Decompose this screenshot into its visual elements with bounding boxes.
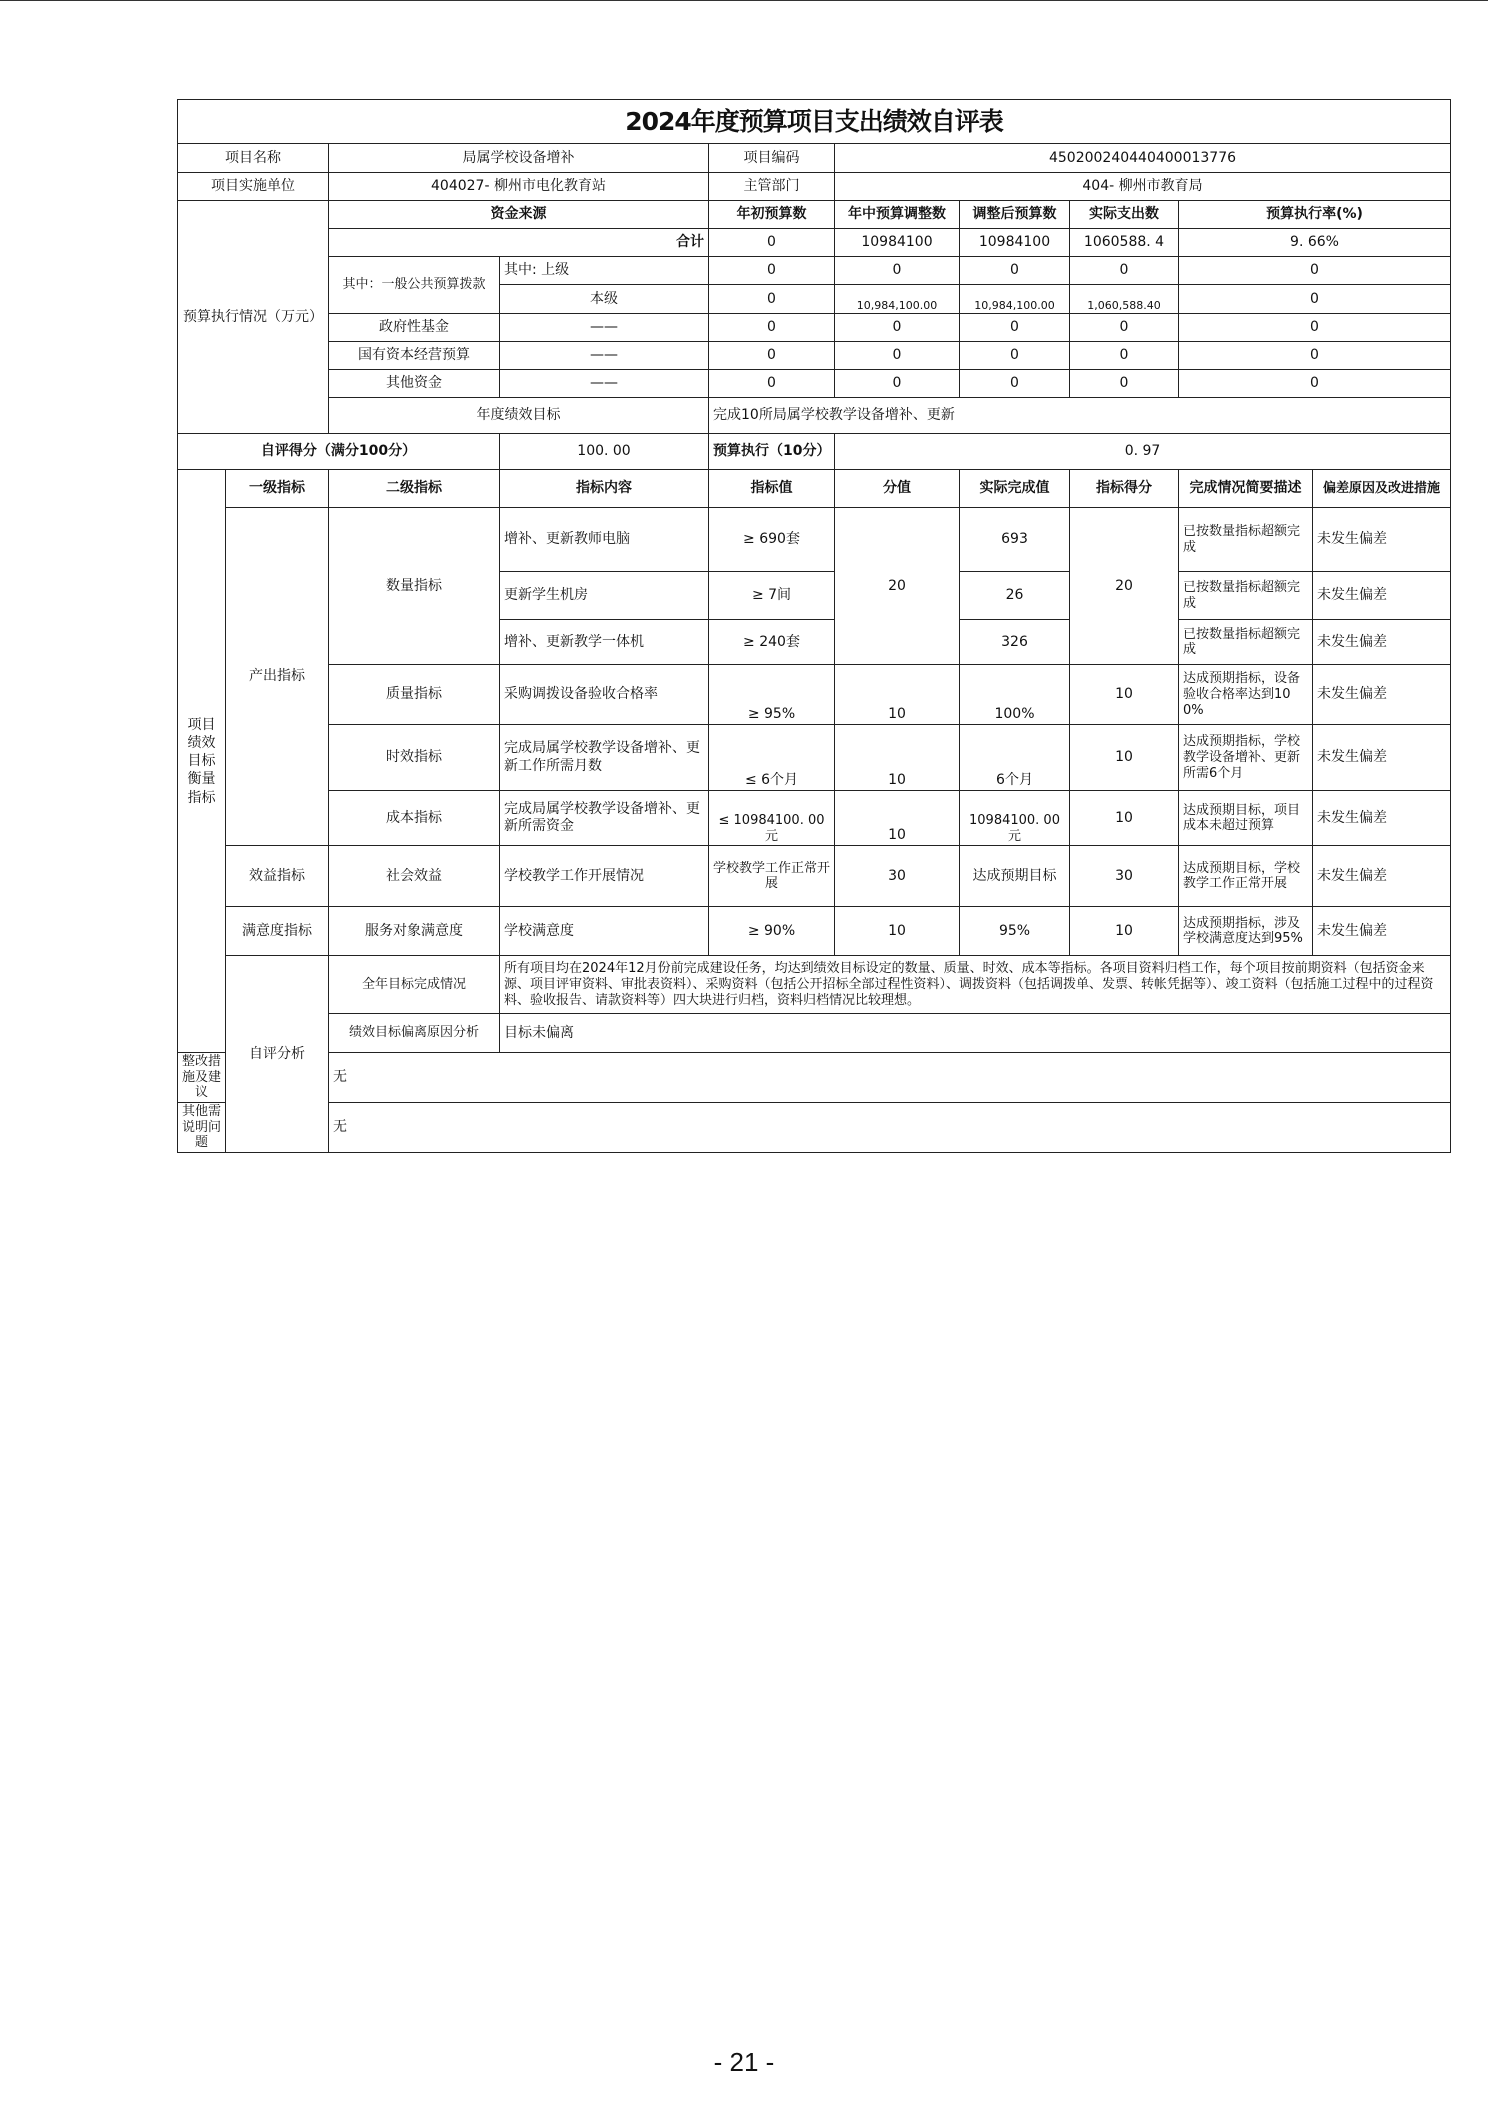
gov-fund-label: 政府性基金 [329, 314, 500, 342]
other-fund-label: 其他资金 [329, 370, 500, 398]
satisfaction-score: 10 [1070, 907, 1179, 956]
benefit-level1-label: 效益指标 [226, 846, 329, 907]
budget-local-after: 10,984,100.00 [960, 285, 1070, 314]
budget-header-adjust: 年中预算调整数 [835, 201, 960, 229]
quality-target: ≥ 95% [709, 665, 835, 725]
quantity-row-3-content: 增补、更新教学一体机 [500, 620, 709, 665]
annual-goal-text: 完成10所局属学校教学设备增补、更新 [709, 398, 1451, 434]
budget-section-label: 预算执行情况（万元） [178, 201, 329, 434]
timeliness-weight: 10 [835, 725, 960, 791]
cost-weight: 10 [835, 791, 960, 846]
indicator-header-reason: 偏差原因及改进措施 [1313, 470, 1451, 508]
budget-total-rate: 9. 66% [1179, 229, 1451, 257]
project-name-label: 项目名称 [178, 144, 329, 173]
quantity-row-2-reason: 未发生偏差 [1313, 572, 1451, 620]
quality-indicator-label: 质量指标 [329, 665, 500, 725]
quality-content: 采购调拨设备验收合格率 [500, 665, 709, 725]
benefit-indicator-label: 社会效益 [329, 846, 500, 907]
other-fund-dash: —— [500, 370, 709, 398]
benefit-target: 学校教学工作正常开展 [709, 846, 835, 907]
other-fund-initial: 0 [709, 370, 835, 398]
budget-total-label: 合计 [329, 229, 709, 257]
output-indicator-label: 产出指标 [226, 508, 329, 846]
analysis-section-label: 自评分析 [226, 956, 329, 1153]
budget-upper-adjust: 0 [835, 257, 960, 285]
state-capital-dash: —— [500, 342, 709, 370]
quantity-row-2-desc: 已按数量指标超额完成 [1179, 572, 1313, 620]
rectify-text: 无 [329, 1053, 1451, 1103]
quantity-row-2-actual: 26 [960, 572, 1070, 620]
gov-fund-dash: —— [500, 314, 709, 342]
timeliness-score: 10 [1070, 725, 1179, 791]
project-code-value: 450200240440400013776 [835, 144, 1451, 173]
budget-upper-initial: 0 [709, 257, 835, 285]
benefit-reason: 未发生偏差 [1313, 846, 1451, 907]
deviation-label: 绩效目标偏离原因分析 [329, 1014, 500, 1053]
gov-fund-rate: 0 [1179, 314, 1451, 342]
other-fund-adjust: 0 [835, 370, 960, 398]
annual-goal-label: 年度绩效目标 [329, 398, 709, 434]
completion-text: 所有项目均在2024年12月份前完成建设任务，均达到绩效目标设定的数量、质量、时效、成本等指标。各项目资料归档工作，每个项目按前期资料（包括资金来源、项目评审资料、审批表资料）、采购资料（包括公开招标全部过程性资料）、调拨资料（包括调拨单、发票、转帐凭据等）、竣工资料（包括施工过程中的过程资料、验收报告、请款资料等）四大块进行归档，资料归档情况比较理想。 [500, 956, 1451, 1014]
budget-local-actual: 1,060,588.40 [1070, 285, 1179, 314]
completion-label: 全年目标完成情况 [329, 956, 500, 1014]
benefit-score: 30 [1070, 846, 1179, 907]
quantity-score: 20 [1070, 508, 1179, 665]
indicator-header-level2: 二级指标 [329, 470, 500, 508]
self-score-label: 自评得分（满分100分） [178, 434, 500, 470]
state-capital-rate: 0 [1179, 342, 1451, 370]
supervising-dept-label: 主管部门 [709, 173, 835, 201]
timeliness-reason: 未发生偏差 [1313, 725, 1451, 791]
timeliness-content: 完成局属学校教学设备增补、更新工作所需月数 [500, 725, 709, 791]
project-code-label: 项目编码 [709, 144, 835, 173]
budget-header-rate: 预算执行率(%) [1179, 201, 1451, 229]
state-capital-adjust: 0 [835, 342, 960, 370]
state-capital-initial: 0 [709, 342, 835, 370]
supervising-dept-value: 404- 柳州市教育局 [835, 173, 1451, 201]
satisfaction-weight: 10 [835, 907, 960, 956]
timeliness-desc: 达成预期指标，学校教学设备增补、更新所需6个月 [1179, 725, 1313, 791]
gov-fund-adjust: 0 [835, 314, 960, 342]
budget-local-adjust: 10,984,100.00 [835, 285, 960, 314]
budget-local-rate: 0 [1179, 285, 1451, 314]
state-capital-label: 国有资本经营预算 [329, 342, 500, 370]
performance-self-evaluation-table [177, 99, 1451, 1153]
indicator-header-score: 指标得分 [1070, 470, 1179, 508]
quantity-weight: 20 [835, 508, 960, 665]
quantity-row-1-desc: 已按数量指标超额完成 [1179, 508, 1313, 572]
budget-exec-value: 0. 97 [835, 434, 1451, 470]
benefit-content: 学校教学工作开展情况 [500, 846, 709, 907]
indicator-header-weight: 分值 [835, 470, 960, 508]
budget-header-actual: 实际支出数 [1070, 201, 1179, 229]
budget-local-label: 本级 [500, 285, 709, 314]
gov-fund-after: 0 [960, 314, 1070, 342]
budget-total-adjust: 10984100 [835, 229, 960, 257]
benefit-actual: 达成预期目标 [960, 846, 1070, 907]
project-name-value: 局属学校设备增补 [329, 144, 709, 173]
other-fund-actual: 0 [1070, 370, 1179, 398]
self-score-value: 100. 00 [500, 434, 709, 470]
indicator-header-content: 指标内容 [500, 470, 709, 508]
quantity-row-1-reason: 未发生偏差 [1313, 508, 1451, 572]
table-title: 2024年度预算项目支出绩效自评表 [178, 100, 1451, 144]
deviation-text: 目标未偏离 [500, 1014, 1451, 1053]
satisfaction-level1-label: 满意度指标 [226, 907, 329, 956]
budget-upper-actual: 0 [1070, 257, 1179, 285]
timeliness-indicator-label: 时效指标 [329, 725, 500, 791]
quantity-row-1-content: 增补、更新教师电脑 [500, 508, 709, 572]
quantity-row-3-desc: 已按数量指标超额完成 [1179, 620, 1313, 665]
indicator-header-desc: 完成情况简要描述 [1179, 470, 1313, 508]
page-number: - 21 - [713, 2047, 775, 2077]
state-capital-after: 0 [960, 342, 1070, 370]
cost-content: 完成局属学校教学设备增补、更新所需资金 [500, 791, 709, 846]
budget-header-after: 调整后预算数 [960, 201, 1070, 229]
indicator-header-actual: 实际完成值 [960, 470, 1070, 508]
other-issue-label: 其他需说明问题 [178, 1103, 226, 1153]
budget-upper-rate: 0 [1179, 257, 1451, 285]
quantity-indicator-label: 数量指标 [329, 508, 500, 665]
budget-upper-after: 0 [960, 257, 1070, 285]
budget-exec-label: 预算执行（10分） [709, 434, 835, 470]
timeliness-target: ≤ 6个月 [709, 725, 835, 791]
quantity-row-1-actual: 693 [960, 508, 1070, 572]
benefit-weight: 30 [835, 846, 960, 907]
quality-reason: 未发生偏差 [1313, 665, 1451, 725]
indicator-section-label: 项目绩效目标衡量指标 [178, 470, 226, 1053]
satisfaction-content: 学校满意度 [500, 907, 709, 956]
rectify-label: 整改措施及建议 [178, 1053, 226, 1103]
other-fund-after: 0 [960, 370, 1070, 398]
budget-upper-label: 其中: 上级 [500, 257, 709, 285]
cost-actual: 10984100. 00元 [960, 791, 1070, 846]
satisfaction-target: ≥ 90% [709, 907, 835, 956]
other-issue-text: 无 [329, 1103, 1451, 1153]
quantity-row-2-target: ≥ 7间 [709, 572, 835, 620]
gov-fund-actual: 0 [1070, 314, 1179, 342]
quality-actual: 100% [960, 665, 1070, 725]
quality-desc: 达成预期指标，设备验收合格率达到100% [1179, 665, 1313, 725]
budget-header-initial: 年初预算数 [709, 201, 835, 229]
satisfaction-actual: 95% [960, 907, 1070, 956]
implementing-unit-value: 404027- 柳州市电化教育站 [329, 173, 709, 201]
cost-reason: 未发生偏差 [1313, 791, 1451, 846]
gov-fund-initial: 0 [709, 314, 835, 342]
budget-total-after: 10984100 [960, 229, 1070, 257]
cost-indicator-label: 成本指标 [329, 791, 500, 846]
satisfaction-desc: 达成预期指标，涉及学校满意度达到95% [1179, 907, 1313, 956]
quantity-row-3-target: ≥ 240套 [709, 620, 835, 665]
budget-total-actual: 1060588. 4 [1070, 229, 1179, 257]
state-capital-actual: 0 [1070, 342, 1179, 370]
indicator-header-target: 指标值 [709, 470, 835, 508]
benefit-desc: 达成预期目标，学校教学工作正常开展 [1179, 846, 1313, 907]
budget-total-initial: 0 [709, 229, 835, 257]
quantity-row-1-target: ≥ 690套 [709, 508, 835, 572]
cost-score: 10 [1070, 791, 1179, 846]
general-budget-label: 其中：一般公共预算拨款 [329, 257, 500, 314]
other-fund-rate: 0 [1179, 370, 1451, 398]
cost-desc: 达成预期目标，项目成本未超过预算 [1179, 791, 1313, 846]
quantity-row-2-content: 更新学生机房 [500, 572, 709, 620]
budget-header-source: 资金来源 [329, 201, 709, 229]
quality-score: 10 [1070, 665, 1179, 725]
quantity-row-3-actual: 326 [960, 620, 1070, 665]
quantity-row-3-reason: 未发生偏差 [1313, 620, 1451, 665]
cost-target: ≤ 10984100. 00元 [709, 791, 835, 846]
timeliness-actual: 6个月 [960, 725, 1070, 791]
quality-weight: 10 [835, 665, 960, 725]
indicator-header-level1: 一级指标 [226, 470, 329, 508]
budget-local-initial: 0 [709, 285, 835, 314]
implementing-unit-label: 项目实施单位 [178, 173, 329, 201]
satisfaction-reason: 未发生偏差 [1313, 907, 1451, 956]
satisfaction-indicator-label: 服务对象满意度 [329, 907, 500, 956]
